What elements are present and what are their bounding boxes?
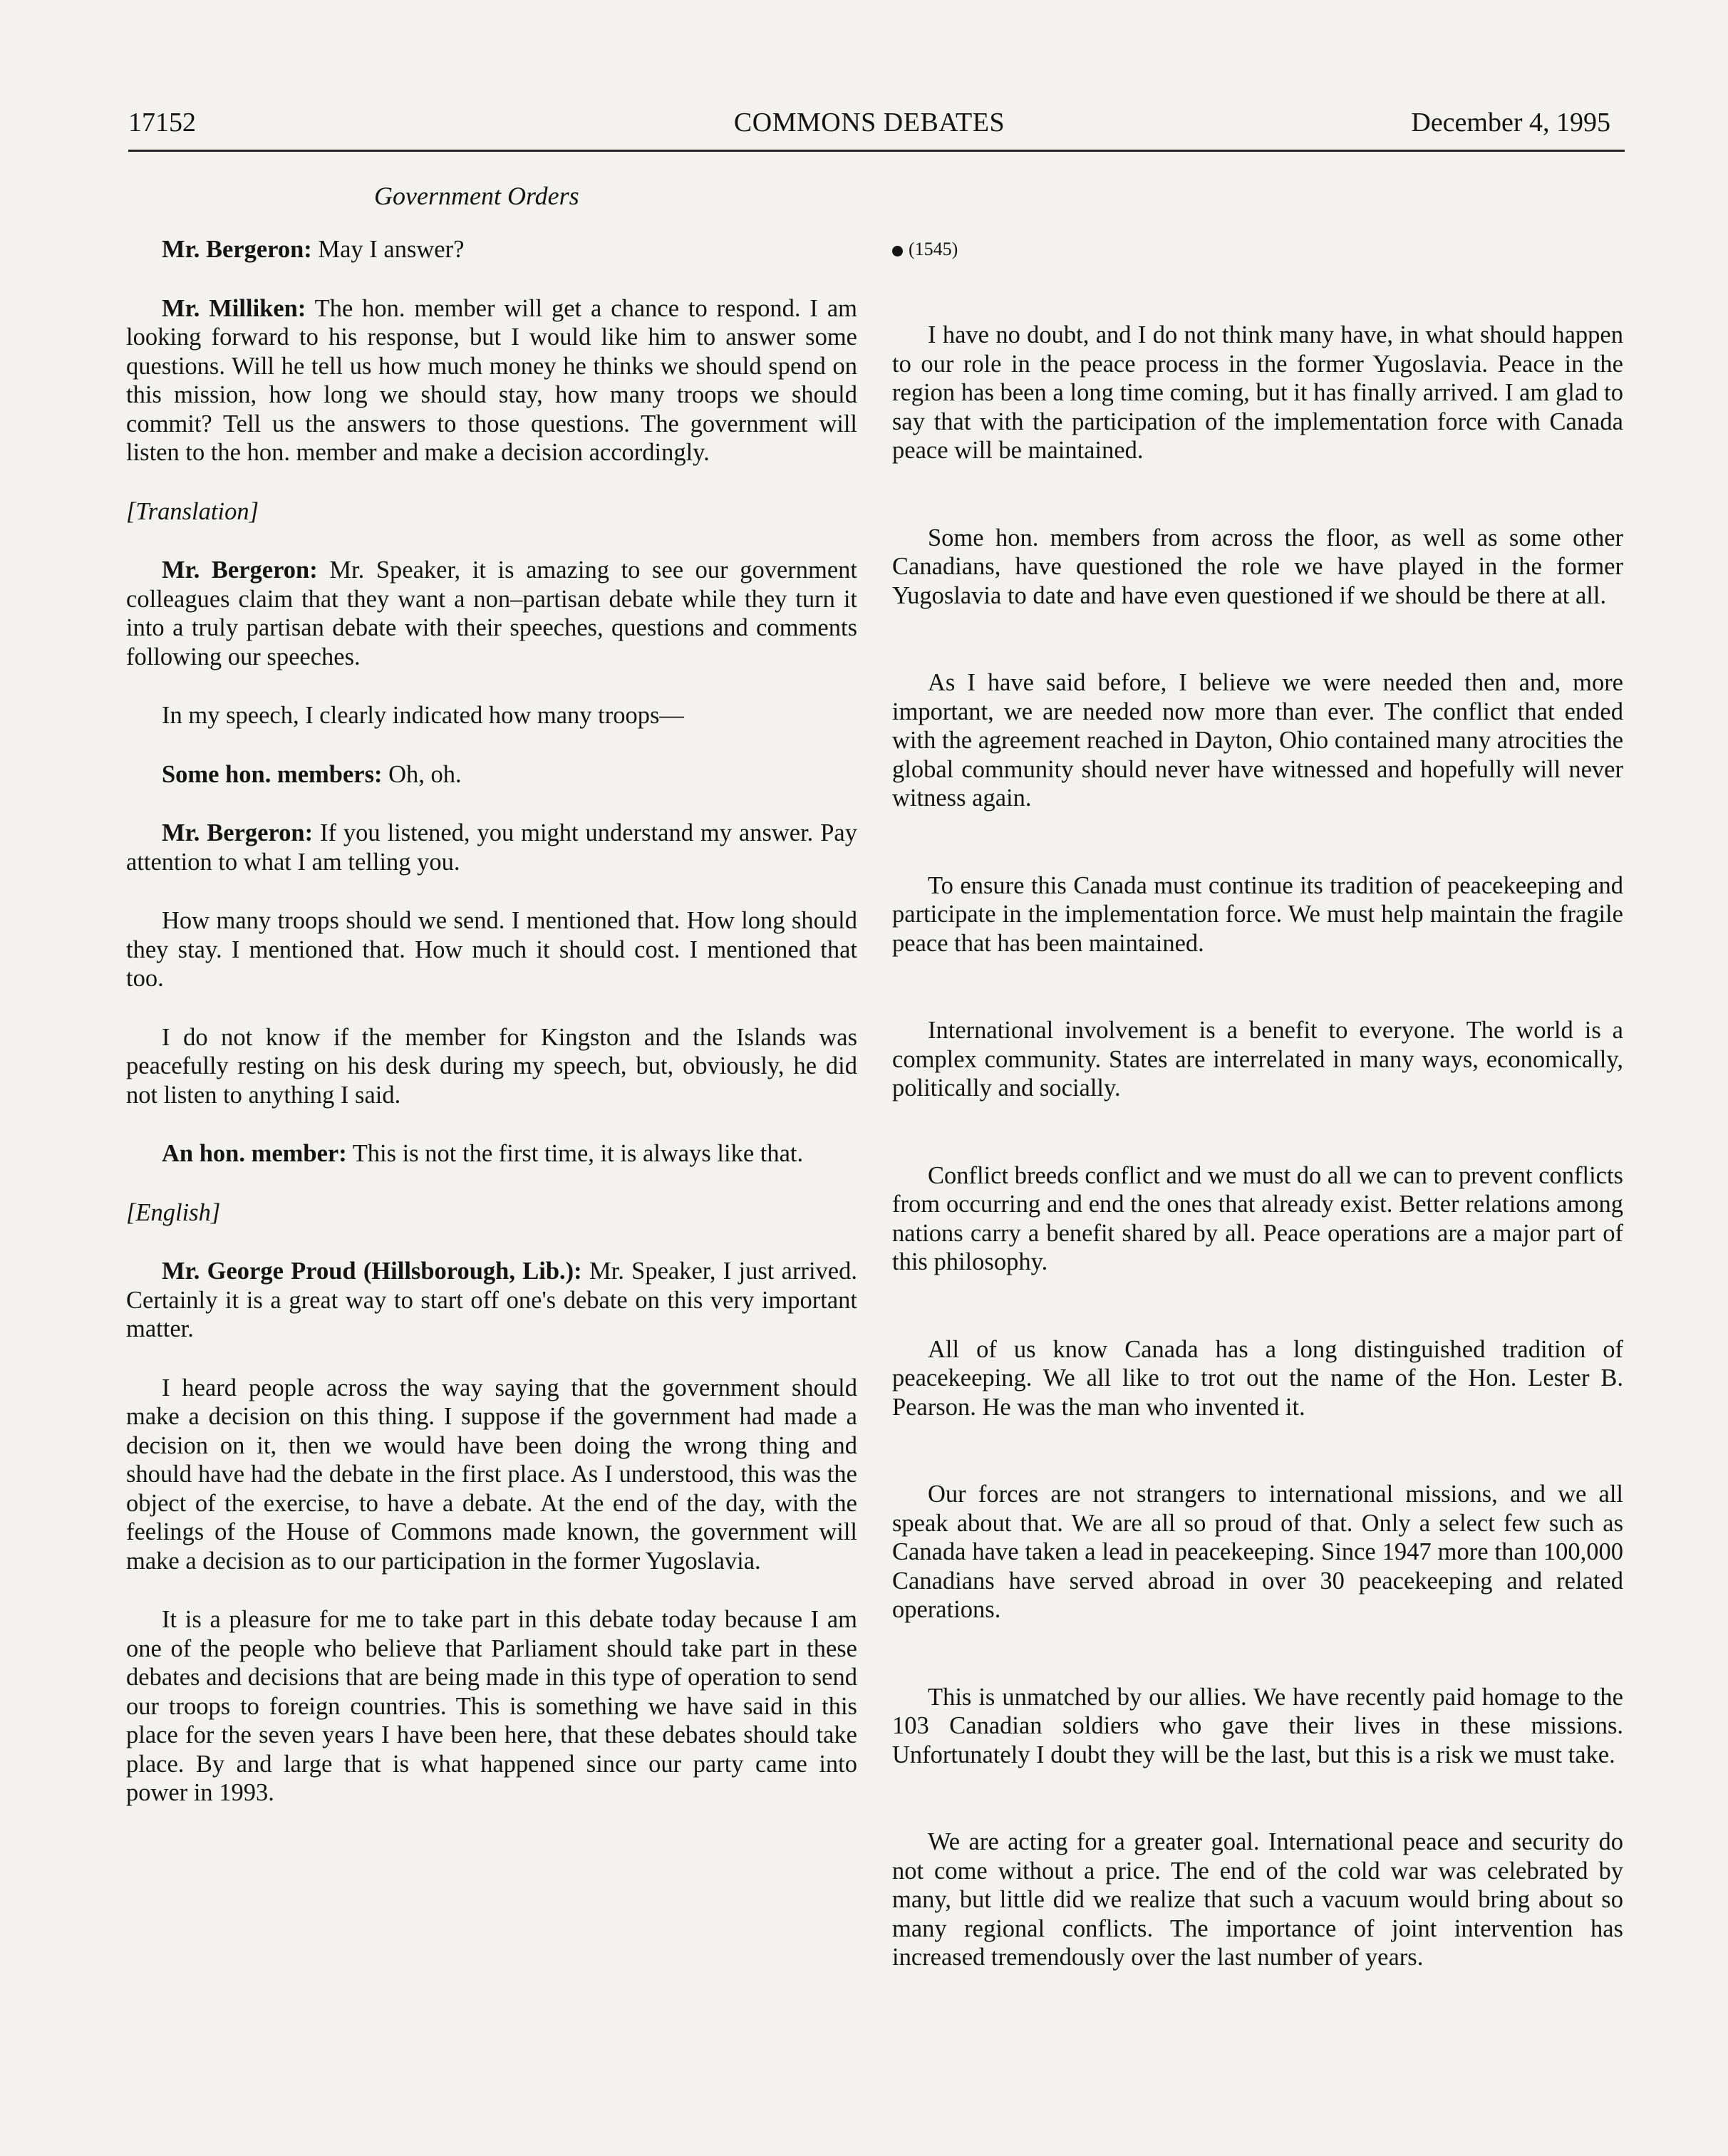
paragraph: As I have said before, I believe we were needed then and, more important, we are needed now more than ever. The conflict that ended with the agreement reached in Dayton, Ohio contained many atrocities the global community should never have witnessed and hopefully will never witness again. (892, 669, 1624, 812)
paragraph-text: May I answer? (311, 236, 465, 263)
page-header (128, 107, 1610, 147)
speaker-name: Mr. Bergeron: (162, 236, 312, 263)
paragraph: To ensure this Canada must continue its tradition of peacekeeping and participate in the implementation force. We must help maintain the fragile peace that has been maintained. (892, 871, 1623, 957)
paragraph (126, 1023, 857, 1110)
paragraph-text: If you listened, you might understand my answer. Pay attention to what I am telling you. (126, 819, 857, 876)
publication-date: December 4, 1995 (1411, 108, 1610, 138)
paragraph (126, 819, 857, 876)
speaker-name: Some hon. members: (162, 760, 383, 788)
paragraph-text: It is a pleasure for me to take part in this debate today because I am one of the people who believe that Parliament should take part in these debates and decisions that are being made in this type of operation to send our troops to foreign countries. This is something we have said in this place for the seven years I have been here, that these debates should take place. By and large that is what happened since our party came into power in 1993. (126, 1606, 857, 1806)
bullet-icon (892, 246, 903, 256)
paragraph (126, 235, 857, 264)
paragraph-text: The hon. member will get a chance to respond. I am looking forward to his response, but I would like him to answer some questions. Will he tell us how much money he thinks we should spend on this mission, how long we should stay, how many troops we should commit? Tell us the answers to those questions. The government will listen to the hon. member and make a decision accordingly. (126, 294, 857, 466)
left-column (126, 235, 857, 1838)
paragraph: We are acting for a greater goal. International peace and security do not come without a price. The end of the cold war was celebrated by many, but little did we realize that such a vacuum would bring about so many regional conflicts. The importance of joint intervention has increased tremendously over the last number of years. (892, 1828, 1623, 1971)
paragraph: I have no doubt, and I do not think many have, in what should happen to our role in the peace process in the former Yugoslavia. Peace in the region has been a long time coming, but it has finally arrived. I am glad to say that with the participation of the implementation force with Canada peace will be maintained. (892, 321, 1623, 464)
page-number: 17152 (128, 108, 196, 138)
editorial-text: [Translation] (126, 497, 259, 525)
paragraph (126, 1374, 857, 1576)
paragraph-text: Mr. Speaker, I just arrived. Certainly it is a great way to start off one's debate on this very important matter. (126, 1258, 857, 1342)
paragraph: Our forces are not strangers to international missions, and we all speak about that. We are all so proud of that. Only a select few such as Canada have taken a lead in peacekeeping. Since 1947 more than 100,000 Canadians have served abroad in over 30 peacekeeping and related operations. (892, 1481, 1623, 1623)
paragraph-text: How many troops should we send. I mentioned that. How long should they stay. I mentioned that. How much it should cost. I mentioned that too. (126, 907, 857, 992)
speaker-name: Mr. Milliken: (162, 294, 306, 322)
paragraph (126, 294, 857, 467)
paragraph: This is unmatched by our allies. We have recently paid homage to the 103 Canadian soldiers who gave their lives in these missions. Unfortunately I doubt they will be the last, but this is a risk we must take. (892, 1683, 1623, 1768)
paragraph: All of us know Canada has a long distinguished tradition of peacekeeping. We all like to trot out the name of the Hon. Lester B. Pearson. He was the man who invented it. (892, 1335, 1623, 1421)
time-stamp (892, 235, 1623, 264)
paragraph (126, 556, 857, 671)
paragraph: Some hon. members from across the floor, as well as some other Canadians, have questioned the role we have played in the former Yugoslavia to date and have even questioned if we should be there at all. (892, 524, 1623, 609)
speaker-name: An hon. member: (162, 1140, 347, 1167)
header-rule (128, 150, 1625, 152)
paragraph (126, 1605, 857, 1808)
paragraph (126, 760, 857, 789)
editorial-note (126, 497, 857, 527)
speaker-name: Mr. Bergeron: (162, 819, 314, 846)
publication-title: COMMONS DEBATES (733, 108, 1005, 138)
editorial-text: [English] (126, 1198, 221, 1226)
paragraph-text: This is not the first time, it is always like that. (346, 1140, 804, 1167)
paragraph: Conflict breeds conflict and we must do all we can to prevent conflicts from occurring and end the ones that already exist. Better relations among nations carry a benefit shared by all. Peace operations are a major part of this philosophy. (892, 1161, 1623, 1275)
paragraph (126, 1257, 857, 1344)
paragraph-text: I do not know if the member for Kingston and the Islands was peacefully resting on his desk during my speech, but, obviously, he did not listen to anything I said. (126, 1023, 857, 1109)
editorial-note (126, 1198, 857, 1228)
paragraph: International involvement is a benefit to everyone. The world is a complex community. States are interrelated in many ways, economically, politically and socially. (892, 1017, 1623, 1102)
speaker-name: Mr. George Proud (Hillsborough, Lib.): (162, 1258, 582, 1285)
time-stamp-text: (1545) (909, 239, 958, 259)
right-column (892, 235, 1623, 2031)
paragraph-text: Oh, oh. (382, 760, 462, 788)
paragraph-text: In my speech, I clearly indicated how many troops— (162, 702, 684, 729)
paragraph (126, 701, 857, 730)
paragraph (126, 1139, 857, 1168)
paragraph-text: Mr. Speaker, it is amazing to see our government colleagues claim that they want a non–partisan debate while they turn it into a truly partisan debate with their speeches, questions and comments following our speeches. (126, 556, 857, 670)
paragraph-text: I heard people across the way saying that the government should make a decision on this thing. I suppose if the government had made a decision on it, then we would have been doing the wrong thing and should have had the debate in the first place. As I understood, this was the object of the exercise, to have a debate. At the end of the day, with the feelings of the House of Commons made known, the government will make a decision as to our participation in the former Yugoslavia. (126, 1374, 857, 1575)
speaker-name: Mr. Bergeron: (162, 556, 318, 584)
paragraph (126, 906, 857, 993)
section-label: Government Orders (374, 182, 579, 210)
